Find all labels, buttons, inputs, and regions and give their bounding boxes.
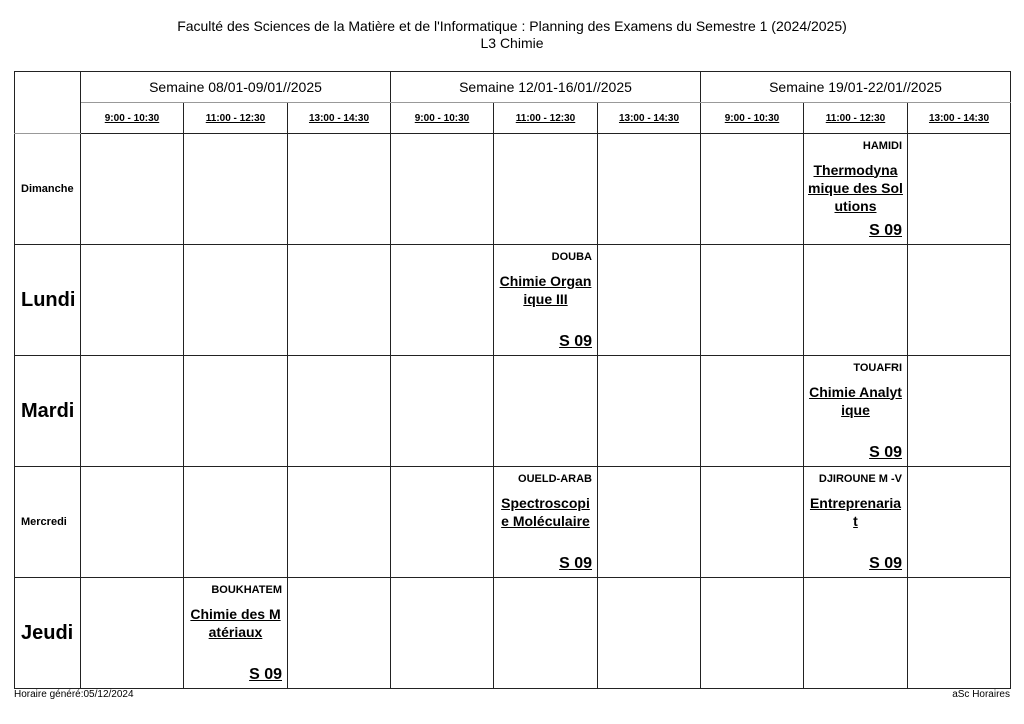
slot-header: 13:00 - 14:30: [598, 103, 701, 134]
exam-card[interactable]: [804, 468, 907, 577]
timetable-cell: [598, 578, 701, 689]
timetable-cell: [494, 578, 598, 689]
timetable-cell: [908, 134, 1011, 245]
week-header: Semaine 12/01-16/01//2025: [391, 72, 701, 103]
timetable-cell: [288, 467, 391, 578]
day-label: Mercredi: [15, 467, 81, 578]
page-header: [0, 18, 1024, 52]
timetable-cell: [184, 578, 288, 689]
exam-room: S 09: [869, 221, 902, 239]
timetable-cell: [81, 467, 184, 578]
timetable-cell: [598, 134, 701, 245]
timetable-cell: [184, 245, 288, 356]
exam-teacher: OUELD-ARAB: [518, 472, 592, 485]
timetable-cell: [81, 356, 184, 467]
exam-teacher: BOUKHATEM: [211, 583, 282, 596]
week-header: Semaine 08/01-09/01//2025: [81, 72, 391, 103]
slot-header: 11:00 - 12:30: [494, 103, 598, 134]
slot-header: 13:00 - 14:30: [908, 103, 1011, 134]
timetable-cell: [598, 356, 701, 467]
software-credit: aSc Horaires: [952, 689, 1010, 700]
timetable-cell: [494, 245, 598, 356]
slot-header: 11:00 - 12:30: [184, 103, 288, 134]
exam-subject: Thermodynamique des Solutions: [808, 161, 903, 214]
slot-header: 9:00 - 10:30: [701, 103, 804, 134]
timetable-cell: [288, 356, 391, 467]
exam-room: S 09: [869, 554, 902, 572]
timetable-cell: [598, 245, 701, 356]
exam-subject: Entreprenariat: [809, 494, 902, 529]
timetable-cell: [288, 245, 391, 356]
exam-room: S 09: [559, 332, 592, 350]
timetable-cell: [494, 467, 598, 578]
exam-timetable: [14, 71, 1011, 689]
exam-subject: Chimie Analytique: [809, 383, 902, 418]
timetable-cell: [908, 578, 1011, 689]
day-label: Jeudi: [15, 578, 81, 689]
corner-cell: [15, 72, 81, 134]
timetable-cell: [701, 245, 804, 356]
page-subtitle: L3 Chimie: [480, 35, 544, 51]
week-header: Semaine 19/01-22/01//2025: [701, 72, 1011, 103]
day-row: [15, 578, 1011, 689]
exam-room: S 09: [249, 665, 282, 683]
timetable-cell: [81, 578, 184, 689]
timetable-cell: [598, 467, 701, 578]
timetable-cell: [804, 134, 908, 245]
page-title: Faculté des Sciences de la Matière et de l'Informatique : Planning des Examens du Semestre 1 (2024/2025): [177, 18, 847, 34]
exam-card[interactable]: [184, 579, 287, 688]
slot-header: 13:00 - 14:30: [288, 103, 391, 134]
exam-subject: Chimie des Matériaux: [190, 605, 281, 640]
timetable-cell: [184, 356, 288, 467]
timetable-cell: [184, 134, 288, 245]
exam-teacher: DJIROUNE M -V: [818, 472, 902, 485]
timetable-cell: [494, 356, 598, 467]
timetable-cell: [391, 467, 494, 578]
timetable-cell: [701, 467, 804, 578]
day-label: Mardi: [15, 356, 81, 467]
exam-subject: Spectroscopie Moléculaire: [501, 494, 590, 529]
week-header-row: [15, 72, 1011, 103]
exam-card[interactable]: [494, 246, 597, 355]
exam-card[interactable]: [494, 468, 597, 577]
slot-header: 9:00 - 10:30: [391, 103, 494, 134]
timetable-cell: [288, 134, 391, 245]
exam-room: S 09: [559, 554, 592, 572]
timetable-cell: [804, 578, 908, 689]
exam-teacher: DOUBA: [551, 250, 592, 263]
timetable-cell: [391, 356, 494, 467]
timetable-cell: [81, 134, 184, 245]
timetable-cell: [804, 245, 908, 356]
timetable-cell: [391, 578, 494, 689]
day-label: Dimanche: [15, 134, 81, 245]
day-row: [15, 245, 1011, 356]
day-row: [15, 134, 1011, 245]
timetable-cell: [908, 356, 1011, 467]
timetable-cell: [701, 134, 804, 245]
slot-header: 11:00 - 12:30: [804, 103, 908, 134]
timetable-cell: [494, 134, 598, 245]
timetable-cell: [804, 356, 908, 467]
day-row: [15, 467, 1011, 578]
day-row: [15, 356, 1011, 467]
timetable-cell: [184, 467, 288, 578]
exam-teacher: HAMIDI: [862, 139, 902, 152]
exam-card[interactable]: [804, 135, 907, 244]
exam-card[interactable]: [804, 357, 907, 466]
exam-subject: Chimie Organique III: [499, 272, 592, 307]
exam-room: S 09: [869, 443, 902, 461]
timetable-cell: [81, 245, 184, 356]
slot-header-row: [15, 103, 1011, 134]
exam-teacher: TOUAFRI: [853, 361, 902, 374]
timetable-cell: [908, 245, 1011, 356]
generated-date: Horaire généré:05/12/2024: [14, 689, 134, 700]
day-label: Lundi: [15, 245, 81, 356]
timetable-cell: [804, 467, 908, 578]
timetable-cell: [908, 467, 1011, 578]
timetable-cell: [288, 578, 391, 689]
timetable-cell: [391, 245, 494, 356]
timetable-cell: [701, 578, 804, 689]
timetable-cell: [701, 356, 804, 467]
slot-header: 9:00 - 10:30: [81, 103, 184, 134]
timetable-cell: [391, 134, 494, 245]
